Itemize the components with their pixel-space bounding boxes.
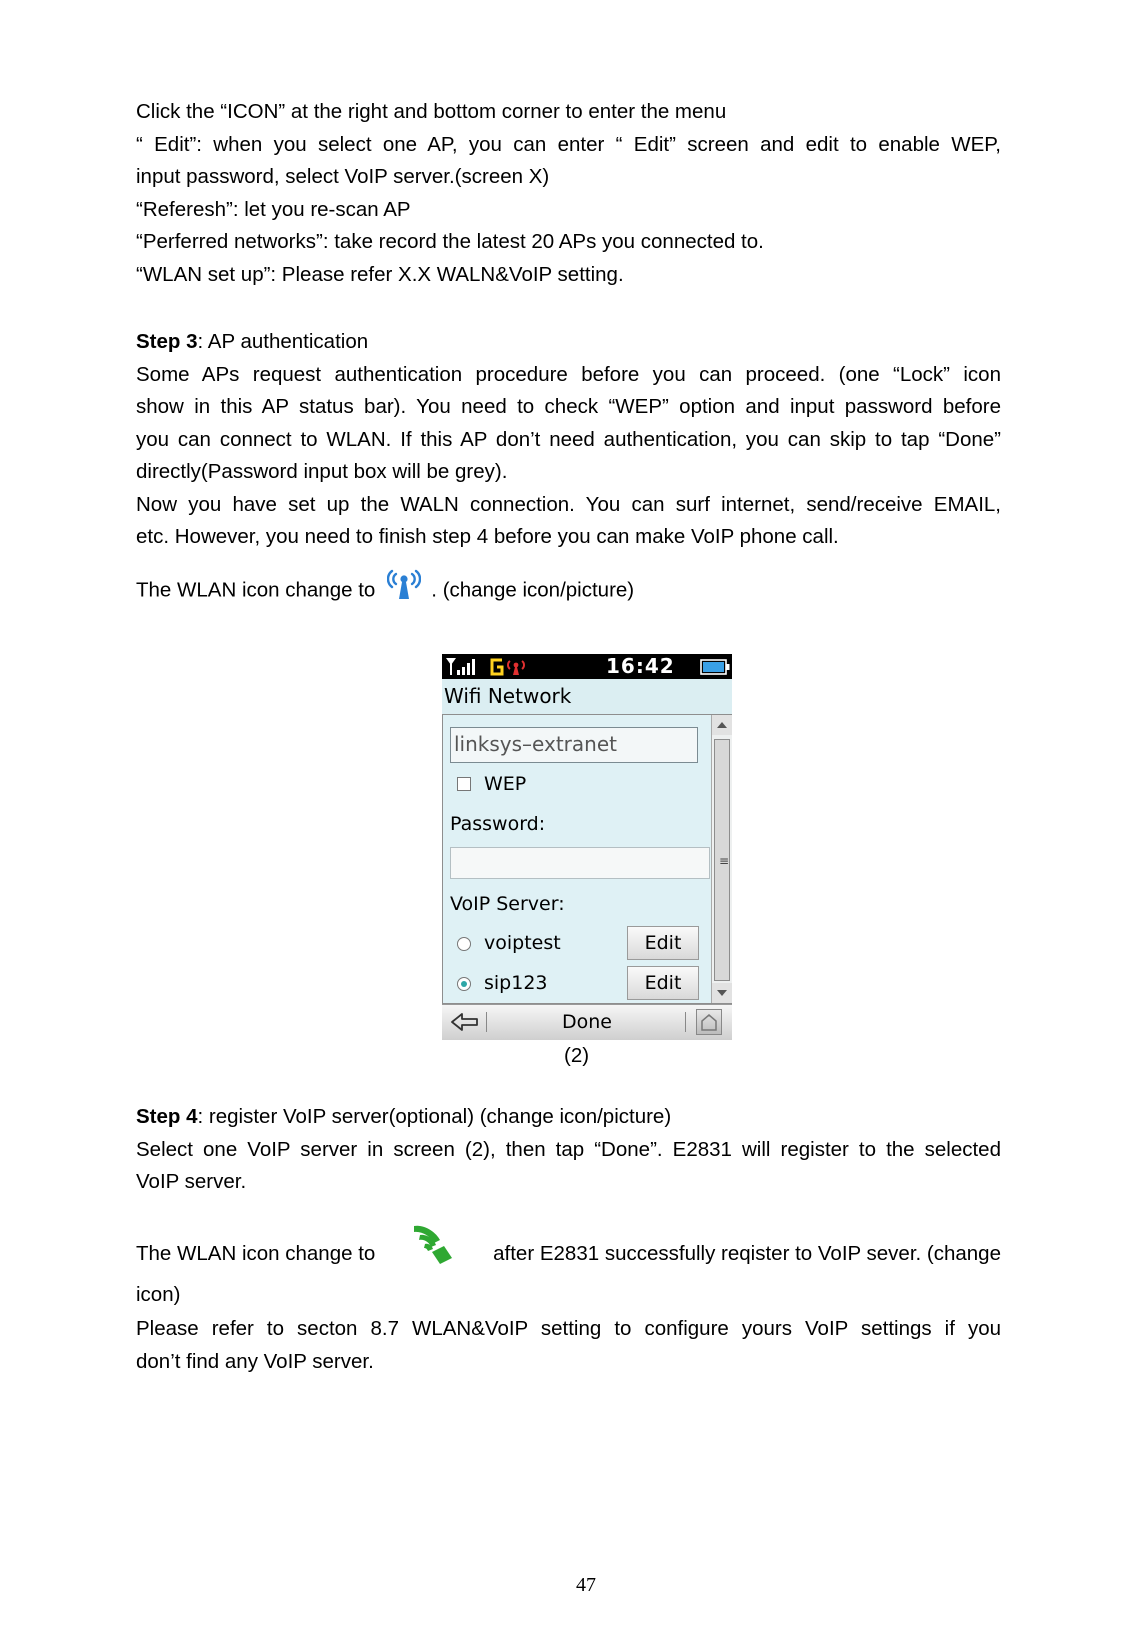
scroll-down-arrow-icon[interactable]	[712, 983, 732, 1003]
wep-label: WEP	[484, 773, 527, 795]
step4-para3-line: don’t find any VoIP server.	[136, 1349, 374, 1373]
step3-para2-line: etc. However, you need to finish step 4 before you can make VoIP phone call.	[136, 525, 839, 548]
screen-title: Wifi Network	[444, 684, 572, 708]
voip-signal-icon	[410, 1222, 456, 1266]
ssid-input[interactable]	[450, 727, 698, 763]
phone-screenshot	[442, 654, 732, 1039]
voip-server-radio-sip123[interactable]	[457, 977, 471, 991]
scrollbar[interactable]	[711, 715, 732, 1003]
ssid-value: linksys–extranet	[454, 732, 617, 756]
voip-server-radio-voiptest[interactable]	[457, 937, 471, 951]
voip-server-label: VoIP Server:	[450, 893, 565, 915]
step3-para1-line: directly(Password input box will be grey).	[136, 460, 508, 483]
step4-section	[136, 1101, 1001, 1199]
step4-para3-line: Please refer to secton 8.7 WLAN&VoIP setting to configure yours VoIP settings if you	[136, 1317, 1001, 1340]
signal-strength-icon	[445, 657, 475, 681]
password-input[interactable]	[450, 847, 710, 879]
voip-server-name: voiptest	[484, 932, 561, 954]
battery-icon	[700, 659, 730, 680]
back-arrow-icon[interactable]	[450, 1011, 480, 1038]
icon-text-after: . (change icon/picture)	[431, 578, 635, 602]
step3-heading	[136, 326, 1001, 359]
home-icon[interactable]	[696, 1009, 722, 1035]
menu-preferred: “Perferred networks”: take record the latest 20 APs you connected to.	[136, 230, 764, 253]
scroll-grip-icon: ≡	[719, 854, 730, 868]
soft-key-divider	[685, 1012, 686, 1032]
done-button[interactable]: Done	[562, 1011, 612, 1033]
wifi-settings-form	[442, 714, 732, 1004]
page-number: 47	[576, 1574, 596, 1596]
menu-refresh: “Referesh”: let you re-scan AP	[136, 197, 411, 221]
wep-checkbox[interactable]	[457, 777, 471, 791]
edit-sip123-button[interactable]: Edit	[627, 966, 699, 1000]
step4-para1-line: Select one VoIP server in screen (2), then tap “Done”. E2831 will register to the selected	[136, 1137, 1001, 1161]
step4-heading-text: : register VoIP server(optional) (change icon/picture)	[197, 1105, 672, 1128]
wlan-antenna-icon	[387, 568, 421, 602]
soft-key-bar	[442, 1004, 732, 1040]
step3-para1-line: Some APs request authentication procedure before you can proceed. (one “Lock” icon	[136, 362, 1001, 386]
step3-para1-line: you can connect to WLAN. If this AP don’t need authentication, you can skip to tap “Done”	[136, 427, 1001, 451]
icon-text-after: after E2831 successfully reqister to VoIP sever. (change	[493, 1242, 1001, 1265]
step3-section	[136, 326, 1001, 554]
edit-voiptest-button[interactable]: Edit	[627, 926, 699, 960]
menu-edit-line-2: input password, select VoIP server.(screen X)	[136, 165, 550, 188]
step3-para1-line: show in this AP status bar). You need to check “WEP” option and input password before	[136, 395, 1001, 418]
step4-para1-line: VoIP server.	[136, 1170, 247, 1193]
status-bar	[442, 654, 732, 679]
icon-text-before: The WLAN icon change to	[136, 1242, 376, 1265]
step4-para3	[136, 1313, 1001, 1378]
scroll-up-arrow-icon[interactable]	[712, 715, 732, 735]
menu-intro: Click the “ICON” at the right and bottom corner to enter the menu	[136, 100, 727, 123]
soft-key-divider	[486, 1012, 487, 1032]
status-clock: 16:42	[606, 654, 675, 678]
step4-heading	[136, 1101, 1001, 1134]
menu-description	[136, 96, 1001, 291]
voip-server-name: sip123	[484, 972, 548, 994]
step3-para2-line: Now you have set up the WALN connection. You can surf internet, send/receive EMAIL,	[136, 492, 1001, 516]
step3-heading-text: : AP authentication	[197, 330, 369, 353]
step4-icon-line	[136, 1232, 1001, 1314]
step4-label: Step 4	[136, 1105, 198, 1128]
password-label: Password:	[450, 813, 546, 835]
screen-header	[442, 679, 732, 714]
scroll-thumb[interactable]	[714, 739, 730, 981]
step3-icon-line	[136, 574, 1001, 608]
icon-text-before: The WLAN icon change to	[136, 578, 376, 602]
figure-caption: (2)	[564, 1044, 590, 1067]
icon-text-line-2: icon)	[136, 1283, 181, 1306]
menu-edit-line-1: “ Edit”: when you select one AP, you can enter “ Edit” screen and edit to enable WEP,	[136, 132, 1001, 156]
step3-label: Step 3	[136, 330, 198, 353]
menu-wlan-setup: “WLAN set up”: Please refer X.X WALN&VoIP setting.	[136, 262, 624, 286]
